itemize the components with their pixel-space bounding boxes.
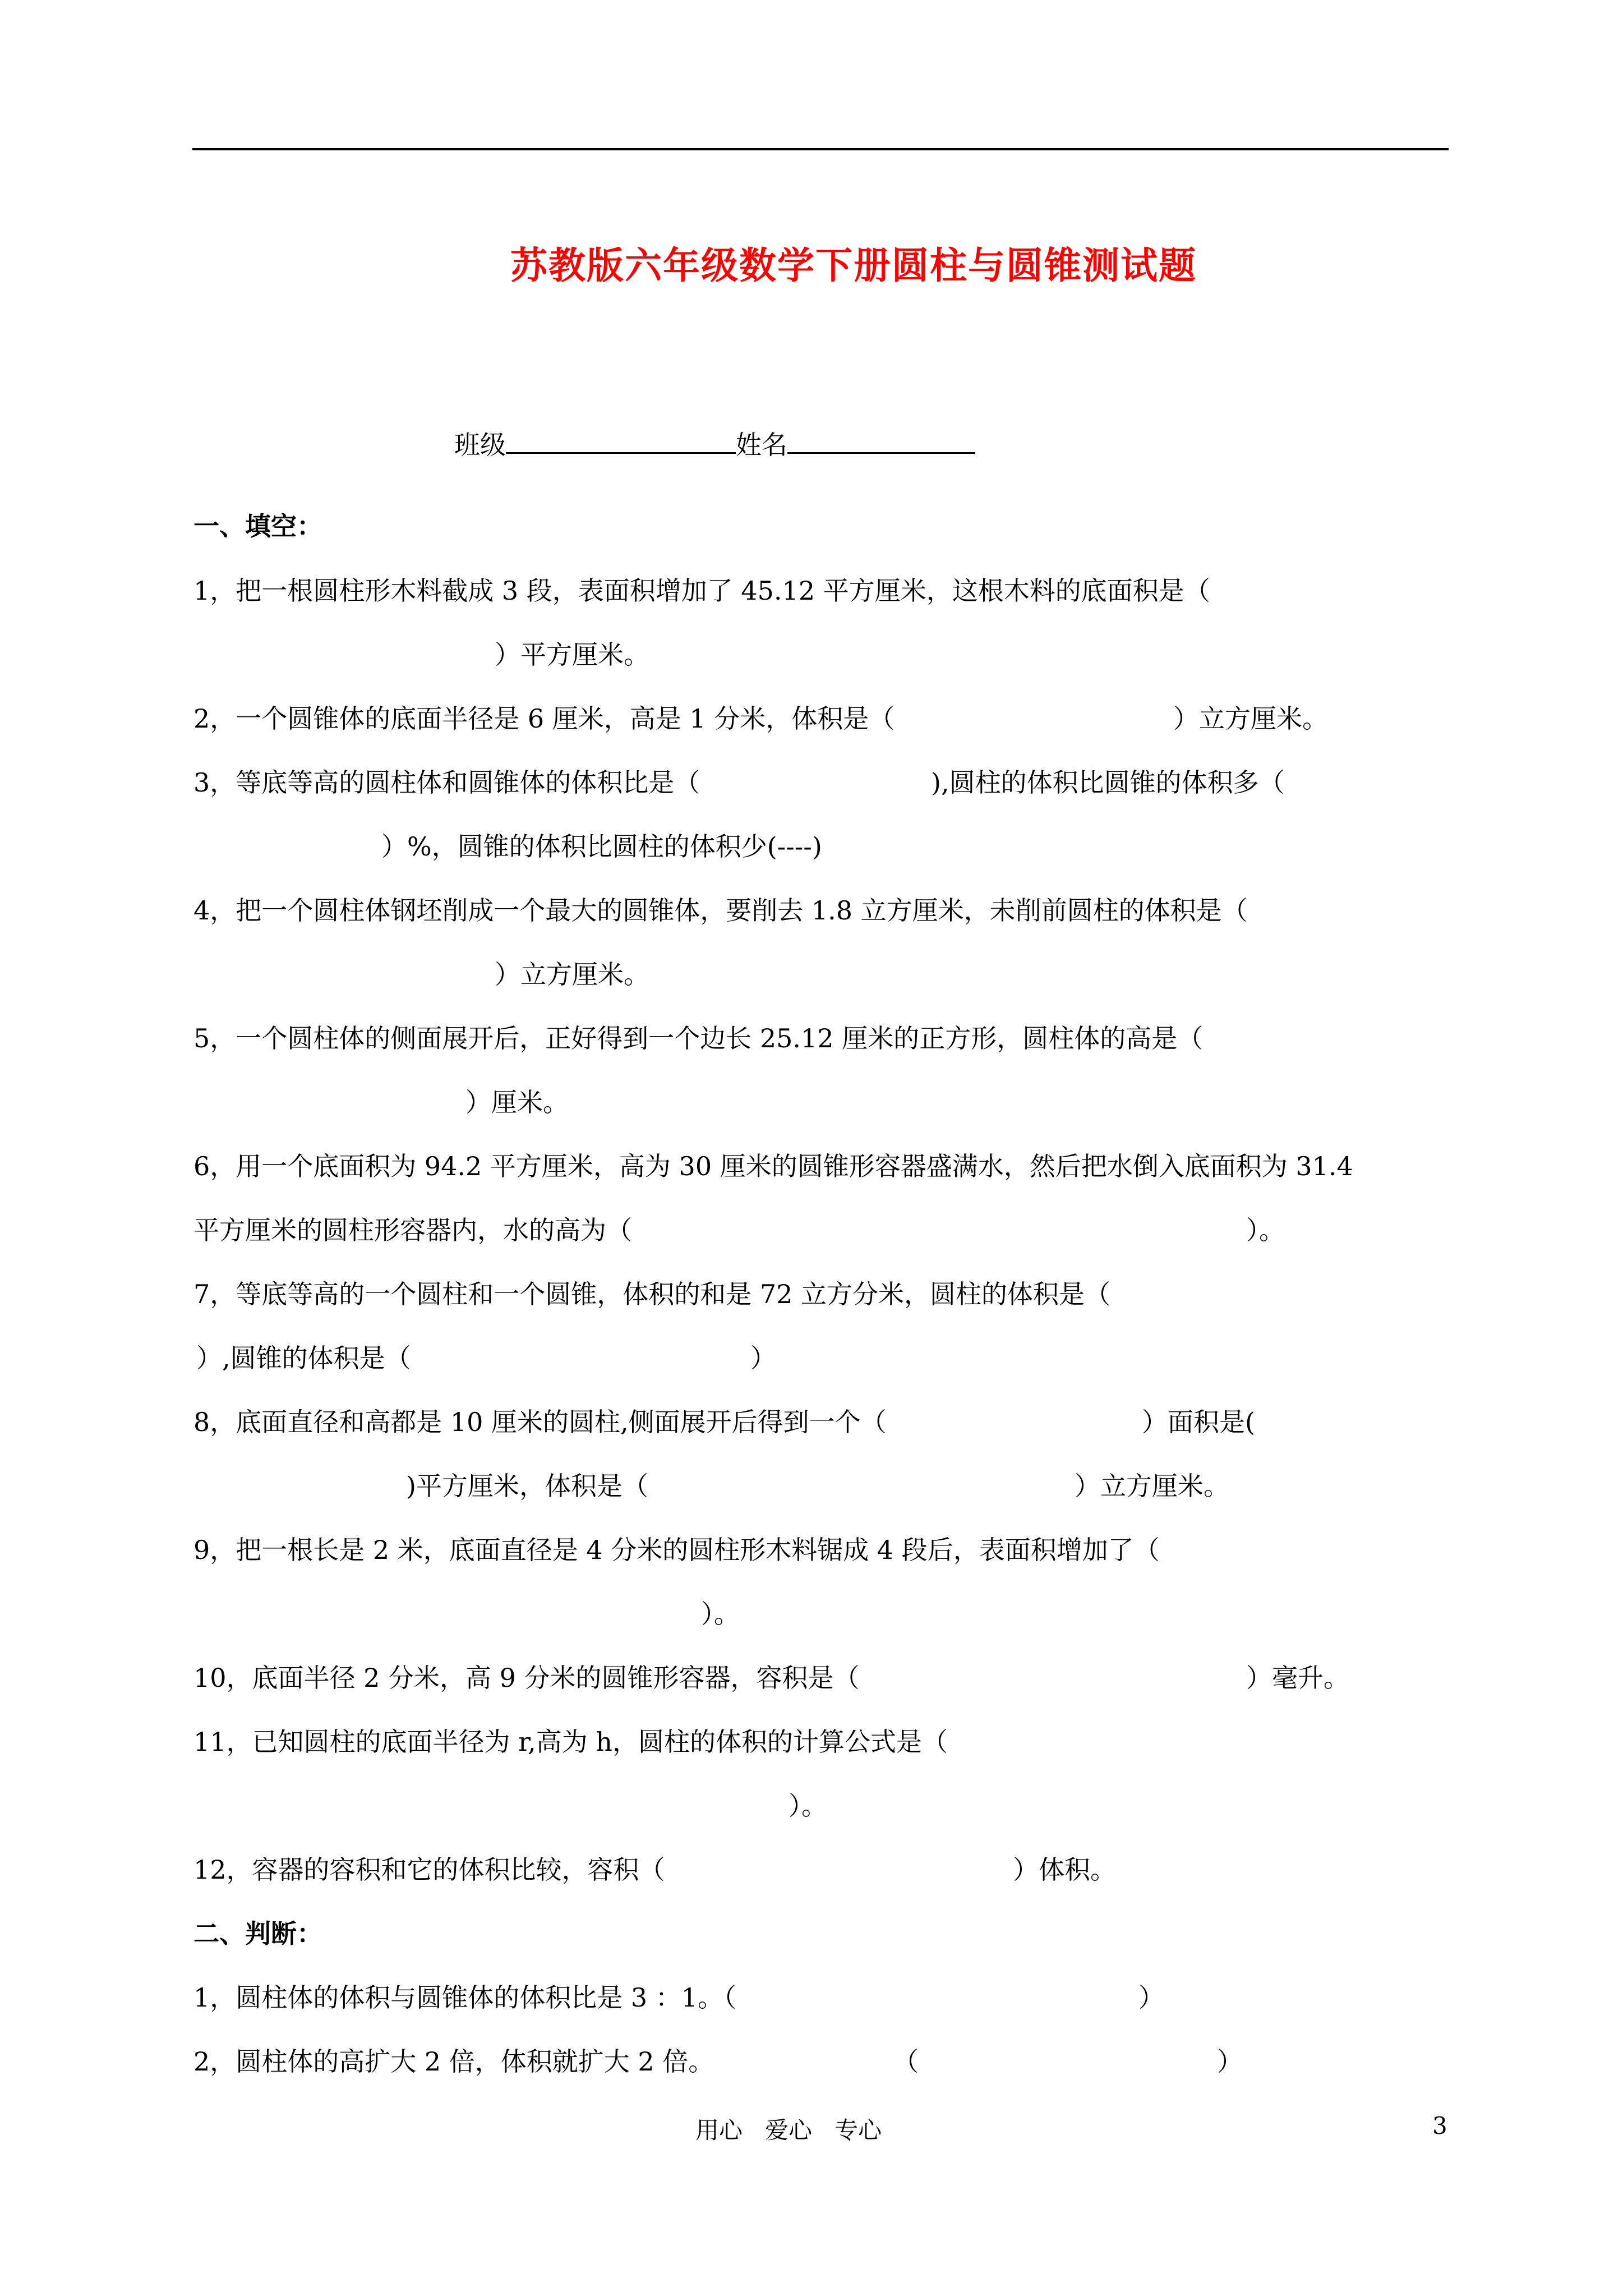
question-1-cont: ）平方厘米。 xyxy=(495,639,649,670)
question-1: 1，把一根圆柱形木料截成 3 段，表面积增加了 45.12 平方厘米，这根木料的底面积是（ xyxy=(193,576,1210,606)
question-7: 7，等底等高的一个圆柱和一个圆锥，体积的和是 72 立方分米，圆柱的体积是（ xyxy=(193,1279,1111,1309)
class-blank[interactable] xyxy=(506,426,736,454)
question-5-cont: ）厘米。 xyxy=(465,1087,569,1117)
name-label: 姓名 xyxy=(736,430,787,460)
question-3: 3，等底等高的圆柱体和圆锥体的体积比是（ xyxy=(193,767,700,798)
page-number: 3 xyxy=(1432,2112,1447,2139)
question-11: 11，已知圆柱的底面半径为 r,高为 h，圆柱的体积的计算公式是（ xyxy=(193,1727,948,1757)
question-6-line2: 平方厘米的圆柱形容器内，水的高为（ xyxy=(193,1215,632,1245)
question-2-cont: ）立方厘米。 xyxy=(1173,703,1328,734)
question-9-cont: ）。 xyxy=(701,1599,740,1629)
question-3-mid: ),圆柱的体积比圆锥的体积多（ xyxy=(931,767,1285,798)
judge-question-2-close: ） xyxy=(1217,2046,1243,2077)
name-blank[interactable] xyxy=(787,426,975,454)
class-label: 班级 xyxy=(454,430,506,460)
section-heading-fill-blank: 一、填空： xyxy=(193,511,322,541)
question-2: 2，一个圆锥体的底面半径是 6 厘米，高是 1 分米，体积是（ xyxy=(193,703,895,734)
question-12: 12，容器的容积和它的体积比较，容积（ xyxy=(193,1855,665,1885)
question-7-cont: ） xyxy=(750,1343,776,1373)
judge-question-2-open: （ xyxy=(893,2046,919,2077)
question-7-line2: ）,圆锥的体积是（ xyxy=(196,1343,411,1373)
footer-slogan: 用心 爱心 专心 xyxy=(695,2116,882,2144)
question-10: 10，底面半径 2 分米，高 9 分米的圆锥形容器，容积是（ xyxy=(193,1663,860,1693)
question-12-cont: ）体积。 xyxy=(1013,1855,1116,1885)
question-4: 4，把一个圆柱体钢坯削成一个最大的圆锥体，要削去 1.8 立方厘米，未削前圆柱的体积是（ xyxy=(193,895,1248,926)
question-10-cont: ）毫升。 xyxy=(1246,1663,1349,1693)
section-heading-judge: 二、判断： xyxy=(193,1918,322,1949)
question-8-line2: )平方厘米，体积是（ xyxy=(406,1471,648,1501)
judge-question-2: 2，圆柱体的高扩大 2 倍，体积就扩大 2 倍。 xyxy=(193,2046,714,2077)
question-11-cont: ）。 xyxy=(789,1791,827,1821)
question-8-cont: ）立方厘米。 xyxy=(1075,1471,1229,1501)
judge-question-1-cont: ） xyxy=(1138,1982,1164,2013)
question-9: 9，把一根长是 2 米，底面直径是 4 分米的圆柱形木料锯成 4 段后，表面积增加了（ xyxy=(193,1535,1160,1565)
header-rule xyxy=(192,148,1449,150)
question-8: 8，底面直径和高都是 10 厘米的圆柱,侧面展开后得到一个（ xyxy=(193,1407,887,1437)
document-title: 苏教版六年级数学下册圆柱与圆锥测试题 xyxy=(510,243,1197,287)
question-3-cont: ）%，圆锥的体积比圆柱的体积少(----) xyxy=(381,831,822,862)
question-4-cont: ）立方厘米。 xyxy=(495,959,649,990)
judge-question-1: 1，圆柱体的体积与圆锥体的体积比是 3 ：1。（ xyxy=(193,1982,737,2013)
question-6-cont: ）。 xyxy=(1246,1215,1285,1245)
class-name-line xyxy=(454,425,975,462)
question-8-mid: ）面积是( xyxy=(1142,1407,1255,1437)
question-6: 6，用一个底面积为 94.2 平方厘米，高为 30 厘米的圆锥形容器盛满水，然后把水倒入底面积为 31.4 xyxy=(193,1151,1353,1181)
question-5: 5，一个圆柱体的侧面展开后，正好得到一个边长 25.12 厘米的正方形，圆柱体的高是（ xyxy=(193,1023,1204,1053)
